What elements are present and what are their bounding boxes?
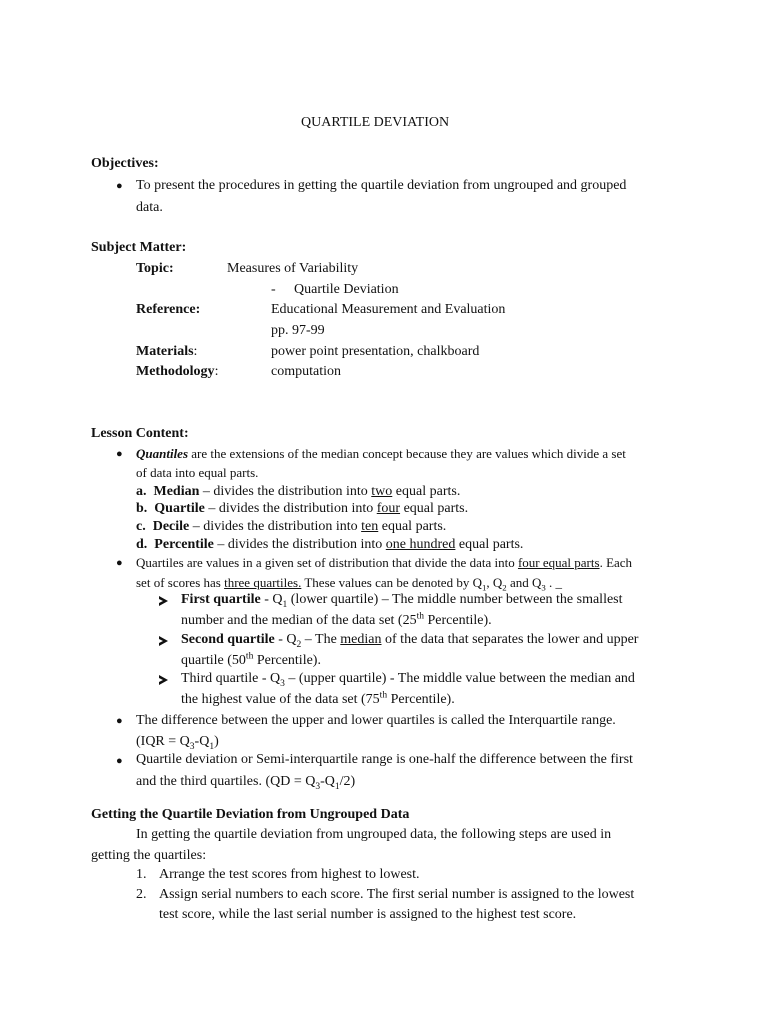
third-quartile-line2: the highest value of the data set (75th Percentile). (181, 690, 455, 707)
materials-label: Materials: (136, 344, 198, 359)
reference-value: Educational Measurement and Evaluation (271, 302, 506, 317)
quantiles-line1: Quantiles are the extensions of the median concept because they are values which divide a set (136, 446, 626, 461)
subject-matter-heading: Subject Matter: (91, 240, 187, 255)
list-item-d: d. Percentile – divides the distribution into one hundred equal parts. (136, 537, 524, 552)
bullet-icon: ● (116, 180, 123, 192)
step-number: 1. (136, 867, 147, 882)
objective-item-line2: data. (136, 200, 163, 215)
objectives-heading: Objectives: (91, 156, 159, 171)
methodology-value: computation (271, 364, 341, 379)
materials-value: power point presentation, chalkboard (271, 344, 480, 359)
bullet-icon: ● (116, 715, 123, 727)
second-quartile-line1: Second quartile - $Q_2$ – The median of the data that separates the lower and upper (181, 632, 639, 650)
reference-pages: pp. 97-99 (271, 323, 325, 338)
second-quartile-line2: quartile (50th Percentile). (181, 651, 321, 668)
step-1-text: Arrange the test scores from highest to lowest. (159, 867, 420, 882)
bullet-icon: ● (116, 755, 123, 767)
third-quartile-line1: Third quartile - $Q_3$ – (upper quartile) - The middle value between the median and (181, 671, 635, 689)
quartiles-line2: set of scores has three quartiles. These values can be denoted by $Q_1$, $Q_2$ and $Q_3$ . _ (136, 575, 563, 593)
first-quartile-line2: number and the median of the data set (25th Percentile). (181, 611, 492, 628)
step-2-line2: test score, while the last serial number is assigned to the highest test score. (159, 907, 577, 922)
qd-line1: Quartile deviation or Semi-interquartile range is one-half the difference between the first (136, 752, 633, 767)
quantiles-line2: of data into equal parts. (136, 465, 259, 480)
list-item-a: a. Median – divides the distribution into two equal parts. (136, 484, 461, 499)
list-item-c: c. Decile – divides the distribution into ten equal parts. (136, 519, 447, 534)
step-number: 2. (136, 887, 147, 902)
first-quartile-line1: First quartile - $Q_1$ (lower quartile) – The middle number between the smallest (181, 592, 623, 610)
bullet-icon: ● (116, 448, 123, 460)
objective-item-line1: To present the procedures in getting the quartile deviation from ungrouped and grouped (136, 178, 627, 193)
qd-line2: and the third quartiles. $(QD = Q_3-Q_1/2)$ (136, 774, 356, 792)
document-title: QUARTILE DEVIATION (301, 115, 450, 130)
ungrouped-intro-line1: In getting the quartile deviation from ungrouped data, the following steps are used in (136, 827, 612, 842)
arrow-bullet-icon (159, 596, 168, 606)
topic-label: Topic: (136, 261, 174, 276)
methodology-label: Methodology: (136, 364, 219, 379)
reference-label: Reference: (136, 302, 201, 317)
quartiles-line1: Quartiles are values in a given set of distribution that divide the data into four equal parts. Each (136, 555, 633, 570)
iqr-line2: $(IQR = Q_3-Q_1)$ (136, 734, 219, 752)
step-2-line1: Assign serial numbers to each score. The first serial number is assigned to the lowest (159, 887, 635, 902)
iqr-line1: The difference between the upper and lower quartiles is called the Interquartile range. (136, 713, 616, 728)
topic-value: Measures of Variability (227, 261, 359, 276)
topic-sub-dash: - (271, 282, 276, 297)
arrow-bullet-icon (159, 675, 168, 685)
lesson-content-heading: Lesson Content: (91, 426, 189, 441)
topic-sub-value: Quartile Deviation (294, 282, 399, 297)
list-item-b: b. Quartile – divides the distribution into four equal parts. (136, 501, 469, 516)
ungrouped-heading: Getting the Quartile Deviation from Ungrouped Data (91, 807, 410, 822)
arrow-bullet-icon (159, 636, 168, 646)
bullet-icon: ● (116, 557, 123, 569)
ungrouped-intro-line2: getting the quartiles: (91, 848, 207, 863)
